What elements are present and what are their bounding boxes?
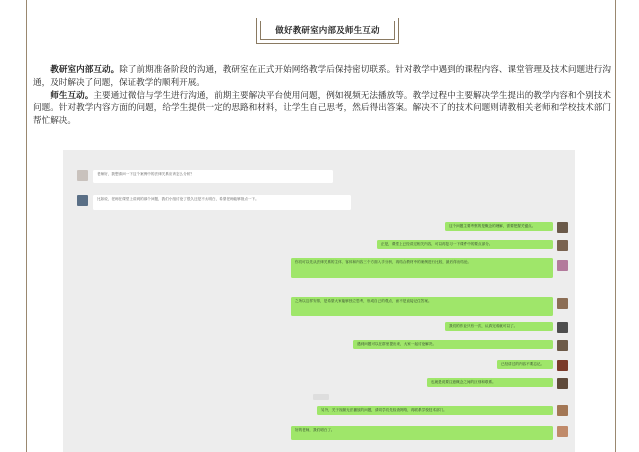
avatar: [557, 240, 568, 251]
avatar: [77, 195, 88, 206]
body-text: [33, 64, 611, 128]
avatar: [557, 426, 568, 437]
avatar: [77, 170, 88, 181]
chat-message: 好的老师，我们明白了。: [291, 426, 553, 440]
avatar: [557, 260, 568, 271]
avatar: [557, 322, 568, 333]
paragraph-lead: 教研室内部互动。: [50, 65, 120, 75]
chat-message: 正是，课堂上已经讲过相关内容，可以再复习一下课件中的要点部分。: [377, 240, 553, 249]
paragraph-teacher-student: [33, 90, 611, 128]
paragraph-teaching-room: [33, 64, 611, 90]
avatar: [557, 222, 568, 233]
chat-message: 遇到问题可以在群里提出来，大家一起讨论解决。: [353, 340, 553, 349]
section-heading: 做好教研室内部及师生互动: [260, 21, 395, 40]
avatar: [557, 298, 568, 309]
chat-message: 另外，关于视频无法播放的问题，请同学们先检查网络，再联系学校技术部门。: [317, 406, 553, 415]
paragraph-lead: 师生互动。: [50, 90, 94, 101]
chat-message: 比如说，老师在课堂上讲到的那个问题，我们小组讨论了很久还是不太明白，希望老师能够指点一下。: [93, 195, 351, 210]
chat-message: 老师好，我想请问一下这个案例中的法律关系应该怎么分析？: [93, 170, 333, 183]
wechat-screenshot: [63, 150, 575, 452]
chat-timestamp: [313, 394, 329, 400]
chat-message: 这个问题主要考察的是概念的理解，需要把握关键点。: [445, 222, 553, 231]
chat-message: 我们的作业只有一次，认真完成就可以了。: [445, 322, 553, 331]
chat-message: 已经讲过的内容不要忘记。: [497, 360, 553, 369]
chat-message: 你们可以先从法律关系的主体、客体和内容三个方面入手分析，再结合教材中的案例进行比较，最后得出结论。: [291, 258, 553, 278]
section-heading-box: [256, 18, 399, 44]
paragraph-body: 除了前期准备阶段的沟通，教研室在正式开始网络教学后保持密切联系。针对教学中遇到的课程内容、课堂管理及技术问题进行沟通，及时解决了问题，保证教学的顺利开展。: [33, 65, 611, 88]
avatar: [557, 340, 568, 351]
avatar: [557, 378, 568, 389]
chat-message: 也就是说要注意概念之间的区别和联系。: [427, 378, 553, 387]
chat-message: 之所以这样安排，是希望大家能够独立思考，形成自己的观点，而不是直接记住答案。: [291, 297, 553, 316]
paragraph-body: 主要通过微信与学生进行沟通，前期主要解决平台使用问题，例如视频无法播放等。教学过程中主要解决学生提出的教学内容和个别技术问题。针对教学内容方面的问题，给学生提供一定的思路和材料，让学生自己思考，然后得出答案。解决不了的技术问题则请教相关老师和学校技术部门帮忙解决。: [33, 90, 611, 127]
avatar: [557, 360, 568, 371]
avatar: [557, 405, 568, 416]
